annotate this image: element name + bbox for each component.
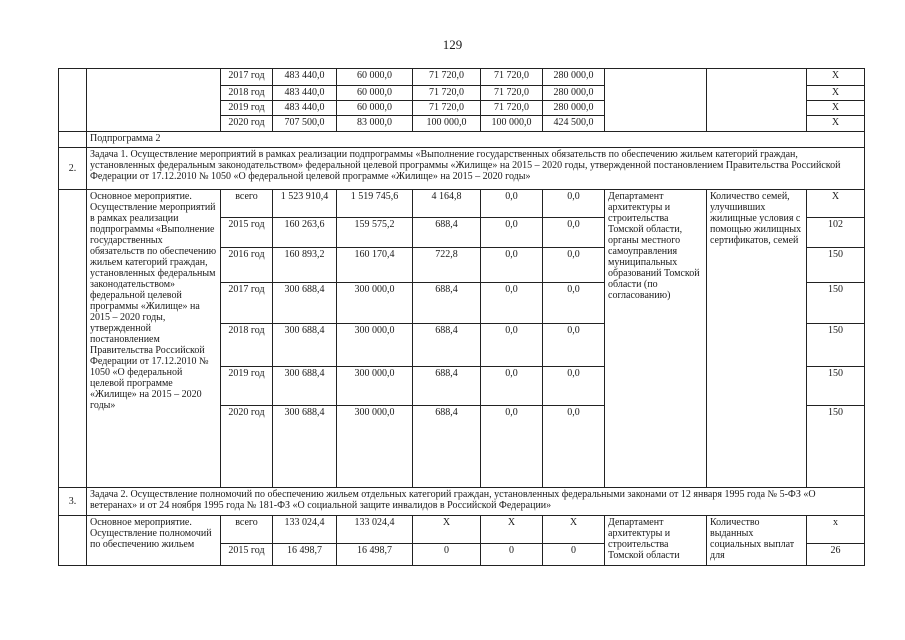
- other-cell: 0: [543, 544, 605, 566]
- regional-cell: 722,8: [413, 248, 481, 283]
- subprogram-label: Подпрограмма 2: [87, 132, 865, 148]
- target-cell: X: [807, 86, 865, 101]
- total-cell: 1 523 910,4: [273, 190, 337, 218]
- total-cell: 300 688,4: [273, 406, 337, 488]
- other-cell: 0,0: [543, 367, 605, 406]
- target-cell: 150: [807, 283, 865, 324]
- other-cell: 0,0: [543, 248, 605, 283]
- total-cell: 160 263,6: [273, 218, 337, 248]
- regional-cell: 688,4: [413, 367, 481, 406]
- other-cell: 280 000,0: [543, 69, 605, 86]
- task-text: Задача 1. Осуществление мероприятий в рамках реализации подпрограммы «Выполнение государственных обязательств по обеспечению жильем категорий граждан, установленных федеральным законодательством» федеральной целевой программы «Жилище» на 2015 – 2020 годы, утвержденной постановлением Правительства Российской Федерации от 17.12.2010 № 1050 «О федеральной целевой программе «Жилище» на 2015 – 2020 годы»: [87, 148, 865, 190]
- target-cell: 150: [807, 248, 865, 283]
- federal-cell: 300 000,0: [337, 324, 413, 367]
- total-cell: 300 688,4: [273, 324, 337, 367]
- total-cell: 16 498,7: [273, 544, 337, 566]
- executor-cell: Департамент архитектуры и строительства Томской области: [605, 516, 707, 566]
- year-cell: 2020 год: [221, 406, 273, 488]
- other-cell: 280 000,0: [543, 101, 605, 116]
- activity-cell: Основное мероприятие. Осуществление мероприятий в рамках реализации подпрограммы «Выполнение государственных обязательств по обеспечению жильем категорий граждан, установленных федеральным законодательством» федеральной целевой программы «Жилище» на 2015 – 2020 годы, утвержденной постановлением Правительства Российской Федерации от 17.12.2010 № 1050 «О федеральной целевой программе «Жилище» на 2015 – 2020 годы»: [87, 190, 221, 488]
- target-cell: X: [807, 69, 865, 86]
- year-cell: 2019 год: [221, 367, 273, 406]
- task-row: [59, 488, 865, 516]
- other-cell: 0,0: [543, 283, 605, 324]
- indicator-cell-empty: [707, 69, 807, 132]
- executor-cell-empty: [605, 69, 707, 132]
- target-cell: X: [807, 190, 865, 218]
- regional-cell: 71 720,0: [413, 101, 481, 116]
- regional-cell: X: [413, 516, 481, 544]
- local-cell: 71 720,0: [481, 86, 543, 101]
- federal-cell: 300 000,0: [337, 367, 413, 406]
- local-cell: 100 000,0: [481, 116, 543, 132]
- year-cell: 2018 год: [221, 324, 273, 367]
- other-cell: 0,0: [543, 406, 605, 488]
- num-cell-empty: [59, 132, 87, 148]
- num-cell-empty: [59, 69, 87, 132]
- regional-cell: 0: [413, 544, 481, 566]
- local-cell: 0,0: [481, 218, 543, 248]
- other-cell: 280 000,0: [543, 86, 605, 101]
- year-cell: всего: [221, 190, 273, 218]
- activity-cell-empty: [87, 69, 221, 132]
- other-cell: 0,0: [543, 190, 605, 218]
- year-cell: 2019 год: [221, 101, 273, 116]
- year-cell: 2015 год: [221, 544, 273, 566]
- regional-cell: 71 720,0: [413, 86, 481, 101]
- target-cell: 102: [807, 218, 865, 248]
- target-cell: x: [807, 516, 865, 544]
- year-cell: 2015 год: [221, 218, 273, 248]
- num-cell-empty: [59, 516, 87, 566]
- table-row: [59, 190, 865, 218]
- task-row: [59, 148, 865, 190]
- indicator-cell: Количество семей, улучшивших жилищные условия с помощью жилищных сертификатов, семей: [707, 190, 807, 488]
- num-cell-empty: [59, 190, 87, 488]
- task-text: Задача 2. Осуществление полномочий по обеспечению жильем отдельных категорий граждан, установленных федеральными законами от 12 января 1995 года № 5-ФЗ «О ветеранах» и от 24 ноября 1995 года № 181-ФЗ «О социальной защите инвалидов в Российской Федерации»: [87, 488, 865, 516]
- target-cell: 150: [807, 367, 865, 406]
- other-cell: 424 500,0: [543, 116, 605, 132]
- executor-cell: Департамент архитектуры и строительства Томской области, органы местного самоуправления муниципальных образований Томской области (по согласованию): [605, 190, 707, 488]
- total-cell: 707 500,0: [273, 116, 337, 132]
- federal-cell: 300 000,0: [337, 283, 413, 324]
- local-cell: X: [481, 516, 543, 544]
- local-cell: 0,0: [481, 324, 543, 367]
- regional-cell: 71 720,0: [413, 69, 481, 86]
- local-cell: 0,0: [481, 248, 543, 283]
- federal-cell: 60 000,0: [337, 101, 413, 116]
- federal-cell: 60 000,0: [337, 86, 413, 101]
- regional-cell: 688,4: [413, 218, 481, 248]
- task-number: 2.: [59, 148, 87, 190]
- federal-cell: 16 498,7: [337, 544, 413, 566]
- total-cell: 483 440,0: [273, 69, 337, 86]
- year-cell: всего: [221, 516, 273, 544]
- local-cell: 0,0: [481, 190, 543, 218]
- local-cell: 0,0: [481, 367, 543, 406]
- total-cell: 483 440,0: [273, 86, 337, 101]
- year-cell: 2017 год: [221, 283, 273, 324]
- activity-cell: Основное мероприятие. Осуществление полномочий по обеспечению жильем: [87, 516, 221, 566]
- federal-cell: 60 000,0: [337, 69, 413, 86]
- target-cell: X: [807, 116, 865, 132]
- year-cell: 2020 год: [221, 116, 273, 132]
- table-row: [59, 69, 865, 86]
- target-cell: 150: [807, 406, 865, 488]
- other-cell: 0,0: [543, 324, 605, 367]
- total-cell: 133 024,4: [273, 516, 337, 544]
- other-cell: 0,0: [543, 218, 605, 248]
- table-row: [59, 516, 865, 544]
- regional-cell: 688,4: [413, 406, 481, 488]
- regional-cell: 688,4: [413, 324, 481, 367]
- total-cell: 483 440,0: [273, 101, 337, 116]
- target-cell: 26: [807, 544, 865, 566]
- total-cell: 300 688,4: [273, 367, 337, 406]
- total-cell: 160 893,2: [273, 248, 337, 283]
- total-cell: 300 688,4: [273, 283, 337, 324]
- federal-cell: 83 000,0: [337, 116, 413, 132]
- local-cell: 0,0: [481, 406, 543, 488]
- target-cell: 150: [807, 324, 865, 367]
- regional-cell: 688,4: [413, 283, 481, 324]
- federal-cell: 160 170,4: [337, 248, 413, 283]
- task-number: 3.: [59, 488, 87, 516]
- year-cell: 2017 год: [221, 69, 273, 86]
- local-cell: 71 720,0: [481, 101, 543, 116]
- regional-cell: 4 164,8: [413, 190, 481, 218]
- local-cell: 0,0: [481, 283, 543, 324]
- federal-cell: 133 024,4: [337, 516, 413, 544]
- year-cell: 2016 год: [221, 248, 273, 283]
- federal-cell: 1 519 745,6: [337, 190, 413, 218]
- local-cell: 71 720,0: [481, 69, 543, 86]
- federal-cell: 300 000,0: [337, 406, 413, 488]
- page-number: 129: [442, 37, 463, 52]
- program-table: [58, 68, 865, 566]
- year-cell: 2018 год: [221, 86, 273, 101]
- regional-cell: 100 000,0: [413, 116, 481, 132]
- local-cell: 0: [481, 544, 543, 566]
- target-cell: X: [807, 101, 865, 116]
- other-cell: X: [543, 516, 605, 544]
- subprogram-row: [59, 132, 865, 148]
- federal-cell: 159 575,2: [337, 218, 413, 248]
- indicator-cell: Количество выданных социальных выплат для: [707, 516, 807, 566]
